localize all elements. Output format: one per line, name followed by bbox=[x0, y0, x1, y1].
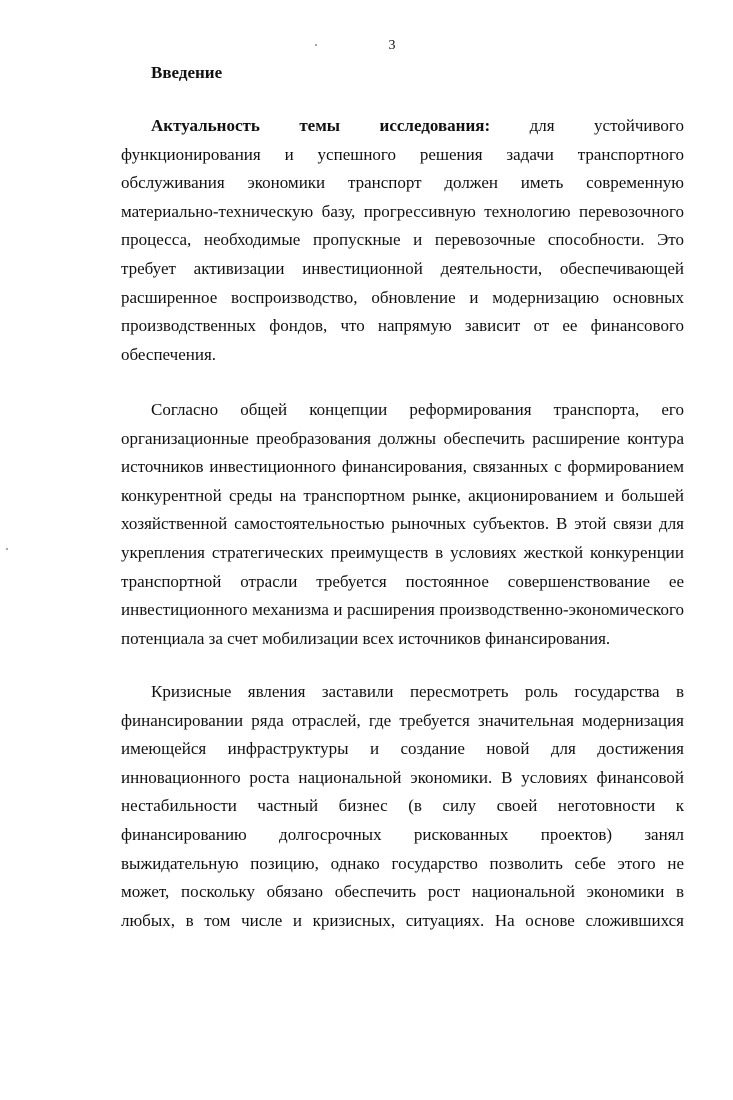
page-number: 3 bbox=[388, 38, 396, 53]
paragraph-line: источников инвестиционного финансирования, связанных с формированием bbox=[121, 457, 684, 477]
paragraph-line: функционирования и успешного решения задачи транспортного bbox=[121, 144, 684, 164]
paragraph-line: укрепления стратегических преимуществ в условиях жесткой конкуренции bbox=[121, 542, 684, 562]
paragraph-line: требует активизации инвестиционной деятельности, обеспечивающей bbox=[121, 258, 684, 278]
paragraph-line: организационные преобразования должны обеспечить расширение контура bbox=[121, 428, 684, 448]
paragraph-relevance bbox=[121, 112, 684, 369]
paragraph-line: расширенное воспроизводство, обновление и модернизацию основных bbox=[121, 287, 684, 307]
paragraph-line: инновационного роста национальной экономики. В условиях финансовой bbox=[121, 767, 684, 787]
paragraph-crisis bbox=[121, 678, 684, 935]
paragraph-line: нестабильности частный бизнес (в силу своей неготовности к bbox=[121, 796, 684, 816]
paragraph-concept bbox=[121, 396, 684, 653]
paragraph-line: может, поскольку обязано обеспечить рост национальной экономики в bbox=[121, 882, 684, 902]
paragraph-line: процесса, необходимые пропускные и перевозочные способности. Это bbox=[121, 230, 684, 250]
paragraph-line: обслуживания экономики транспорт должен иметь современную bbox=[121, 173, 684, 193]
scan-speck bbox=[6, 548, 8, 550]
paragraph-line: транспортной отрасли требуется постоянное совершенствование ее bbox=[121, 571, 684, 591]
paragraph-line: выжидательную позицию, однако государство позволить себе этого не bbox=[121, 853, 684, 873]
paragraph-line: Кризисные явления заставили пересмотреть роль государства в bbox=[151, 682, 684, 701]
section-heading: Введение bbox=[151, 63, 223, 82]
paragraph-line: финансированию долгосрочных рискованных проектов) занял bbox=[121, 824, 684, 844]
paragraph-line: материально-техническую базу, прогрессивную технологию перевозочного bbox=[121, 201, 684, 221]
paragraph-line: потенциала за счет мобилизации всех источников финансирования. bbox=[121, 628, 611, 648]
relevance-lead: Актуальность темы исследования: bbox=[151, 116, 491, 135]
paragraph-line: обеспечения. bbox=[121, 344, 217, 364]
paragraph-line: любых, в том числе и кризисных, ситуациях. На основе сложившихся bbox=[121, 910, 684, 930]
paragraph-line: производственных фондов, что напрямую зависит от ее финансового bbox=[121, 316, 684, 336]
paragraph-line: финансировании ряда отраслей, где требуется значительная модернизация bbox=[121, 710, 684, 730]
paragraph-line: инвестиционного механизма и расширения производственно-экономического bbox=[121, 600, 684, 620]
paragraph-line: хозяйственной самостоятельностью рыночных субъектов. В этой связи для bbox=[121, 514, 684, 534]
paragraph-line: имеющейся инфраструктуры и создание новой для достижения bbox=[121, 739, 684, 759]
paragraph-line: Согласно общей концепции реформирования транспорта, его bbox=[151, 400, 684, 419]
paragraph-line: Актуальность темы исследования: для устойчивого bbox=[151, 116, 684, 135]
paragraph-line: конкурентной среды на транспортном рынке, акционированием и большей bbox=[121, 485, 684, 505]
